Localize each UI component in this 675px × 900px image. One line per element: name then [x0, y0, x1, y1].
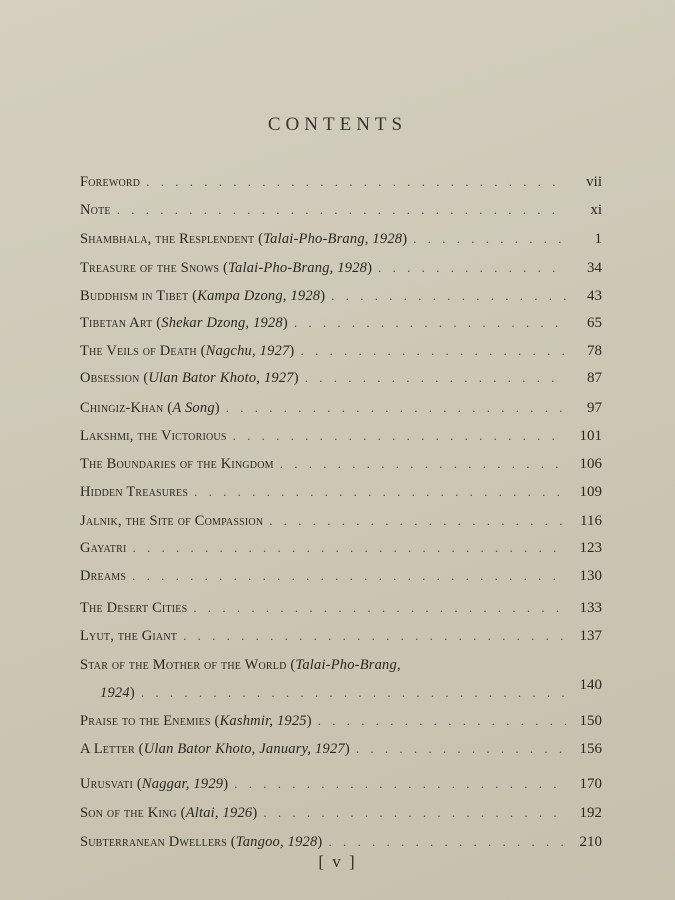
entry-title	[80, 511, 263, 531]
toc-entry	[80, 341, 602, 365]
entry-place-date-continued: 1924	[100, 685, 130, 701]
toc-entry	[80, 454, 602, 478]
entry-place-date: Ulan Bator Khoto, January, 1927	[143, 741, 345, 757]
entry-title	[80, 172, 140, 192]
entry-place-date: Altai, 1926	[185, 805, 253, 821]
toc-entry: Star of the Mother of the World (Talai-Pho-Brang, 1924) . . . 140	[80, 655, 602, 679]
toc-entry	[80, 538, 602, 562]
toc-entry	[80, 511, 602, 535]
entry-title-text: Treasure of the Snows	[80, 260, 220, 276]
entry-title: Son of the King (Altai, 1926)	[80, 805, 258, 821]
entry-place-date: A Song	[172, 400, 215, 416]
dot-leader	[141, 683, 566, 703]
toc-entry	[80, 598, 602, 622]
toc-entry	[80, 711, 602, 735]
entry-title	[80, 626, 177, 646]
toc-entry	[80, 286, 602, 310]
entry-page-number: 87	[587, 370, 602, 386]
entry-page-number: 101	[579, 428, 602, 444]
entry-page-number: 156	[579, 741, 602, 757]
entry-title-text: Urusvati	[80, 776, 134, 792]
entry-title: Star of the Mother of the World (Talai-Pho-Brang,	[80, 657, 401, 673]
entry-title-text: The Desert Cities	[80, 600, 188, 616]
entry-place-date: Talai-Pho-Brang,	[295, 657, 401, 673]
entry-place-date: Tangoo, 1928	[235, 834, 318, 850]
entry-page-number: xi	[590, 202, 602, 218]
entry-page-number: 150	[579, 713, 602, 729]
entry-page-number: 116	[580, 513, 602, 529]
entry-title-text: A Letter	[80, 741, 135, 757]
toc-entry	[80, 200, 602, 224]
entry-page-number: 123	[579, 540, 602, 556]
dot-leader	[305, 368, 566, 388]
toc-entry	[80, 426, 602, 450]
entry-title-text: Praise to the Enemies	[80, 713, 211, 729]
toc-entry	[80, 172, 602, 196]
dot-leader	[193, 598, 566, 618]
entry-place-date: Shekar Dzong, 1928	[161, 315, 283, 331]
entry-title: The Veils of Death (Nagchu, 1927)	[80, 343, 295, 359]
entry-place-date: Naggar, 1929	[141, 776, 224, 792]
entry-title: Tibetan Art (Shekar Dzong, 1928)	[80, 315, 288, 331]
entry-title-text: The Boundaries of the Kingdom	[80, 456, 274, 472]
entry-title: Treasure of the Snows (Talai-Pho-Brang, 1928)	[80, 260, 373, 276]
page-folio: [ v ]	[318, 852, 357, 871]
entry-title-text: Chingiz-Khan	[80, 400, 164, 416]
entry-title: Shambhala, the Resplendent (Talai-Pho-Brang, 1928)	[80, 231, 408, 247]
entry-title: Urusvati (Naggar, 1929)	[80, 776, 229, 792]
entry-title-text: Obsession	[80, 370, 140, 386]
entry-title-text: Note	[80, 202, 111, 218]
entry-page-number: 170	[579, 776, 602, 792]
dot-leader	[132, 566, 566, 586]
entry-title: Subterranean Dwellers (Tangoo, 1928)	[80, 834, 323, 850]
entry-page-number: 34	[587, 260, 602, 276]
dot-leader	[263, 803, 566, 823]
dot-leader	[146, 172, 566, 192]
toc-entry	[80, 313, 602, 337]
entry-place-date: Talai-Pho-Brang, 1928	[263, 231, 403, 247]
entry-title-text: Buddhism in Tibet	[80, 288, 189, 304]
toc-entry	[80, 566, 602, 590]
dot-leader	[294, 313, 566, 333]
entry-page-number: 97	[587, 400, 602, 416]
toc-entry	[80, 258, 602, 282]
entry-place-date: Talai-Pho-Brang, 1928	[228, 260, 368, 276]
entry-title-text: Subterranean Dwellers	[80, 834, 227, 850]
toc-entry	[80, 739, 602, 763]
entry-title-text: Foreword	[80, 174, 141, 190]
dot-leader	[378, 258, 566, 278]
entry-title-text: Hidden Treasures	[80, 484, 189, 500]
dot-leader	[226, 398, 566, 418]
toc-entry	[80, 482, 602, 506]
toc-entry	[80, 368, 602, 392]
entry-title-text: Tibetan Art	[80, 315, 153, 331]
dot-leader	[194, 482, 566, 502]
entry-title-text: Star of the Mother of the World	[80, 657, 287, 673]
toc-entry	[80, 803, 602, 827]
entry-page-number: 65	[587, 315, 602, 331]
entry-title	[80, 200, 111, 220]
entry-title	[80, 598, 187, 618]
dot-leader	[280, 454, 566, 474]
entry-page-number: 137	[579, 628, 602, 644]
entry-title	[80, 482, 188, 502]
entry-title: Buddhism in Tibet (Kampa Dzong, 1928)	[80, 288, 326, 304]
entry-title	[80, 454, 274, 474]
dot-leader	[183, 626, 566, 646]
entry-page-number: 1	[594, 231, 602, 247]
entry-page-number: 78	[587, 343, 602, 359]
entry-title: Praise to the Enemies (Kashmir, 1925)	[80, 713, 312, 729]
entry-title-text: The Veils of Death	[80, 343, 197, 359]
toc-entry	[80, 229, 602, 253]
entry-page-number: 192	[579, 805, 602, 821]
dot-leader	[234, 774, 566, 794]
entry-page-number: 106	[579, 456, 602, 472]
dot-leader	[300, 341, 566, 361]
dot-leader	[331, 286, 566, 306]
dot-leader	[318, 711, 566, 731]
entry-place-date: Kashmir, 1925	[219, 713, 307, 729]
entry-page-number: vii	[586, 174, 602, 190]
dot-leader	[233, 426, 566, 446]
entry-title-text: Gayatri	[80, 540, 127, 556]
dot-leader	[356, 739, 566, 759]
entry-page-number: 210	[579, 834, 602, 850]
toc-entry	[80, 626, 602, 650]
entry-title: Chingiz-Khan (A Song)	[80, 400, 220, 416]
dot-leader	[269, 511, 566, 531]
entry-page-number: 43	[587, 288, 602, 304]
entry-title: Obsession (Ulan Bator Khoto, 1927)	[80, 370, 299, 386]
dot-leader	[133, 538, 566, 558]
contents-heading: CONTENTS	[267, 114, 408, 135]
toc-entry	[80, 774, 602, 798]
entry-place-date: Nagchu, 1927	[205, 343, 290, 359]
entry-page-number: 109	[579, 484, 602, 500]
dot-leader	[413, 229, 566, 249]
entry-title-text: Shambhala, the Resplendent	[80, 231, 255, 247]
entry-page-number: 140	[579, 677, 602, 693]
dot-leader	[328, 832, 566, 852]
dot-leader	[117, 200, 566, 220]
entry-title	[80, 566, 126, 586]
entry-title-text: Dreams	[80, 568, 127, 584]
entry-title	[80, 426, 227, 446]
entry-title-text: Jalnik, the Site of Compassion	[80, 513, 264, 529]
entry-title: A Letter (Ulan Bator Khoto, January, 1927)	[80, 741, 350, 757]
entry-page-number: 130	[579, 568, 602, 584]
entry-title-text: Lakshmi, the Victorious	[80, 428, 227, 444]
toc-entry	[80, 398, 602, 422]
entry-title	[80, 538, 127, 558]
entry-place-date: Ulan Bator Khoto, 1927	[148, 370, 294, 386]
entry-title-text: Lyut, the Giant	[80, 628, 178, 644]
entry-place-date: Kampa Dzong, 1928	[197, 288, 321, 304]
entry-title-text: Son of the King	[80, 805, 177, 821]
entry-page-number: 133	[579, 600, 602, 616]
